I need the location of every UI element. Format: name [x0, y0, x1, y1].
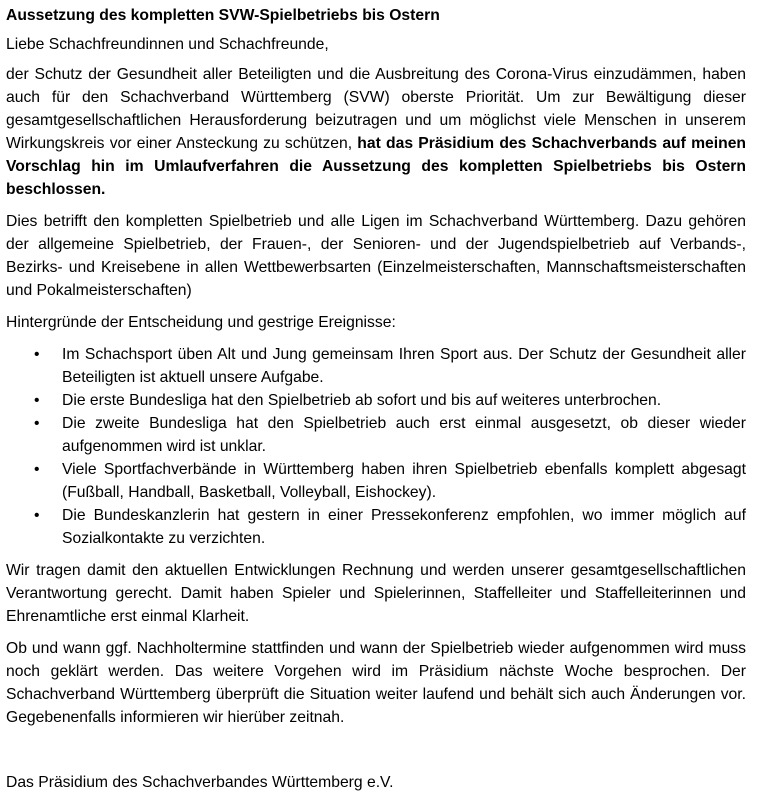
signature: Das Präsidium des Schachverbandes Württemberg e.V.: [6, 774, 394, 791]
list-item-text: Im Schachsport üben Alt und Jung gemeinsam Ihren Sport aus. Der Schutz der Gesundheit aller Beteiligten ist aktuell unsere Aufgabe.: [62, 346, 746, 386]
document-page: [6, 4, 746, 791]
background-heading: Hintergründe der Entscheidung und gestrige Ereignisse:: [6, 314, 396, 331]
bullet-icon: •: [34, 346, 40, 363]
bullet-icon: •: [34, 415, 40, 432]
list-item-text: Viele Sportfachverbände in Württemberg haben ihren Spielbetrieb ebenfalls komplett abgesagt (Fußball, Handball, Basketball, Volleyball, Eishockey).: [62, 461, 746, 501]
paragraph-scope: Dies betrifft den kompletten Spielbetrieb und alle Ligen im Schachverband Württemberg. Dazu gehören der allgemeine Spielbetrieb, der Frauen-, der Senioren- und der Jugendspielbetrieb auf Verbands-, Bezirks- und Kreisebene in allen Wettbewerbsarten (Einzelmeisterschaften, Mannschaftsmeisterschaften und Pokalmeisterschaften): [6, 213, 746, 299]
list-item: [6, 343, 746, 389]
list-item: [6, 412, 746, 458]
list-item-text: Die zweite Bundesliga hat den Spielbetrieb auch erst einmal ausgesetzt, ob dieser wieder aufgenommen wird ist unklar.: [62, 415, 746, 455]
bullet-icon: •: [34, 461, 40, 478]
bullet-icon: •: [34, 507, 40, 524]
greeting: Liebe Schachfreundinnen und Schachfreunde,: [6, 36, 329, 53]
list-item: [6, 389, 746, 412]
list-item: [6, 504, 746, 550]
background-list: [6, 343, 746, 550]
paragraph-outlook: Ob und wann ggf. Nachholtermine stattfinden und wann der Spielbetrieb wieder aufgenommen wird muss noch geklärt werden. Das weitere Vorgehen wird im Präsidium nächste Woche besprochen. Der Schachverband Württemberg überprüft die Situation weiter laufend und behält sich auch Änderungen vor. Gegebenenfalls informieren wir hierüber zeitnah.: [6, 640, 746, 726]
paragraph-responsibility: Wir tragen damit den aktuellen Entwicklungen Rechnung und werden unserer gesamtgesellschaftlichen Verantwortung gerecht. Damit haben Spieler und Spielerinnen, Staffelleiter und Staffelleiterinnen und Ehrenamtliche erst einmal Klarheit.: [6, 562, 746, 625]
list-item-text: Die erste Bundesliga hat den Spielbetrieb ab sofort und bis auf weiteres unterbrochen.: [62, 392, 662, 409]
list-item: [6, 458, 746, 504]
list-item-text: Die Bundeskanzlerin hat gestern in einer Pressekonferenz empfohlen, wo immer möglich auf Sozialkontakte zu verzichten.: [62, 507, 746, 547]
paragraph-intro-decision: hat das Präsidium des Schachverbands auf meinen Vorschlag hin im Umlaufverfahren die Aussetzung des kompletten Spielbetriebs bis Ostern beschlossen.: [6, 135, 746, 198]
bullet-icon: •: [34, 392, 40, 409]
document-title: Aussetzung des kompletten SVW-Spielbetriebs bis Ostern: [6, 7, 440, 24]
paragraph-intro-text: der Schutz der Gesundheit aller Beteiligten und die Ausbreitung des Corona-Virus einzudämmen, haben auch für den Schachverband Württemberg (SVW) oberste Priorität. Um zur Bewältigung dieser gesamtgesellschaftlichen Herausforderung beizutragen und um möglichst viele Menschen in unserem Wirkungskreis vor einer Ansteckung zu schützen,: [6, 66, 746, 152]
paragraph-intro: [6, 63, 746, 201]
